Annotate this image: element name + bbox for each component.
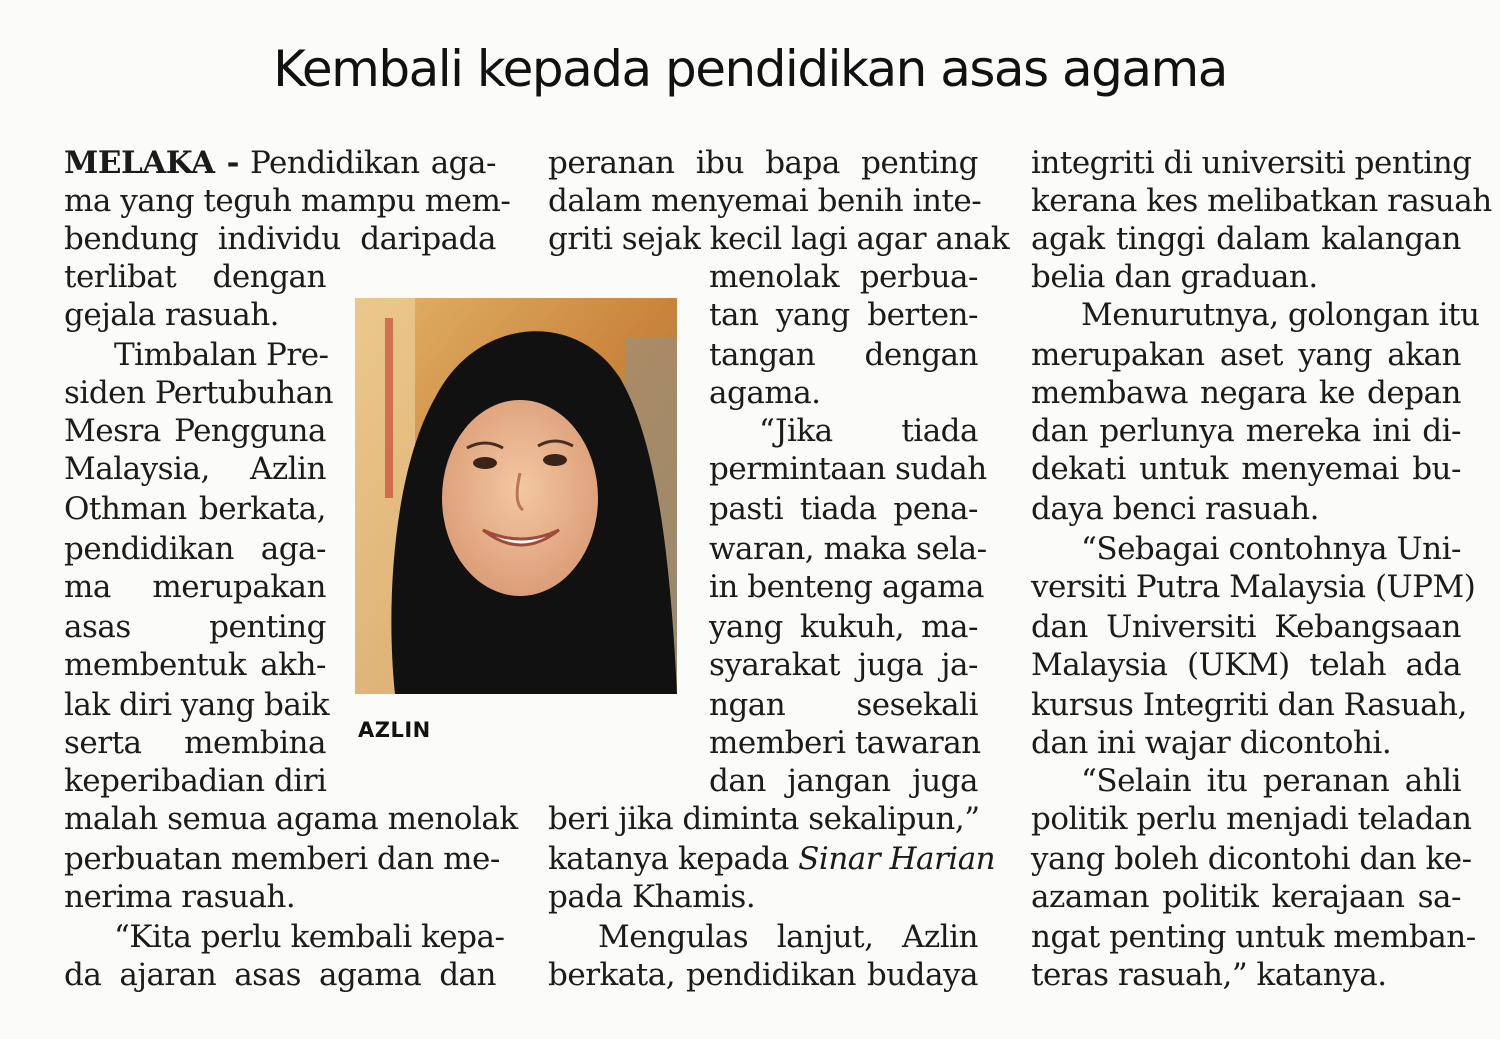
text-line: dan perlunya mereka ini di- xyxy=(1031,413,1461,449)
text-line: “Jika tiada xyxy=(759,413,978,449)
text-line: in benteng agama xyxy=(709,569,985,605)
text-line: versiti Putra Malaysia (UPM) xyxy=(1031,569,1476,605)
text-line: Othman berkata, xyxy=(64,491,326,527)
text-line: griti sejak kecil lagi agar anak xyxy=(548,221,1010,257)
text-line: asas penting xyxy=(64,609,326,645)
text-line: perbuatan memberi dan me- xyxy=(64,841,500,877)
text-line: pada Khamis. xyxy=(548,879,756,915)
text-line: teras rasuah,” katanya. xyxy=(1031,957,1387,993)
text-line: peranan ibu bapa penting xyxy=(548,145,978,181)
text-line: daya benci rasuah. xyxy=(1031,491,1319,527)
text-line: Mesra Pengguna xyxy=(64,413,326,449)
portrait-image xyxy=(355,298,677,694)
text-line: serta membina xyxy=(64,725,326,761)
text-line: azaman politik kerajaan sa- xyxy=(1031,879,1461,915)
photo-caption: AZLIN xyxy=(358,718,431,742)
text-line: ma yang teguh mampu mem- xyxy=(64,183,511,219)
text-line: dan jangan juga xyxy=(709,763,978,799)
text-line: lak diri yang baik xyxy=(64,687,330,723)
text-line: syarakat juga ja- xyxy=(709,647,978,683)
text-line: “Sebagai contohnya Uni- xyxy=(1081,531,1461,567)
text-line: membawa negara ke depan xyxy=(1031,375,1461,411)
text-line: waran, maka sela- xyxy=(709,531,987,567)
text-line: yang boleh dicontohi dan ke- xyxy=(1031,841,1472,877)
portrait-photo xyxy=(355,298,677,694)
text-line: pasti tiada pena- xyxy=(709,491,978,527)
text-line: dan Universiti Kebangsaan xyxy=(1031,609,1461,645)
text-line: pendidikan aga- xyxy=(64,531,326,567)
text-line: kursus Integriti dan Rasuah, xyxy=(1031,687,1467,723)
text-line: berkata, pendidikan budaya xyxy=(548,957,978,993)
text-line: “Kita perlu kembali kepa- xyxy=(114,919,505,955)
text-line: nerima rasuah. xyxy=(64,879,296,915)
text-line: da ajaran asas agama dan xyxy=(64,957,496,993)
text-line: dekati untuk menyemai bu- xyxy=(1031,451,1461,487)
text-line: menolak perbua- xyxy=(709,259,978,295)
text-line: politik perlu menjadi teladan xyxy=(1031,801,1472,837)
text-line: MELAKA - Pendidikan aga- xyxy=(64,145,496,181)
text-line: belia dan graduan. xyxy=(1031,259,1318,295)
text-line: tangan dengan xyxy=(709,337,978,373)
newspaper-name: Sinar Harian xyxy=(798,841,996,877)
text-line: dan ini wajar dicontohi. xyxy=(1031,725,1392,761)
text-line: terlibat dengan xyxy=(64,259,326,295)
text-line: Menurutnya, golongan itu xyxy=(1081,297,1480,333)
text-line: memberi tawaran xyxy=(709,725,981,761)
text-line: membentuk akh- xyxy=(64,647,326,683)
text-line: Timbalan Pre- xyxy=(114,337,329,373)
text-line: keperibadian diri xyxy=(64,763,327,799)
text-line: “Selain itu peranan ahli xyxy=(1081,763,1461,799)
dateline: MELAKA - xyxy=(64,145,239,181)
text-line: dalam menyemai benih inte- xyxy=(548,183,982,219)
text-line: permintaan sudah xyxy=(709,451,987,487)
text-line: ngan sesekali xyxy=(709,687,978,723)
text-line: bendung individu daripada xyxy=(64,221,496,257)
text-line: siden Pertubuhan xyxy=(64,375,334,411)
text-line: kerana kes melibatkan rasuah xyxy=(1031,183,1492,219)
text-line: agak tinggi dalam kalangan xyxy=(1031,221,1461,257)
text-line: tan yang berten- xyxy=(709,297,978,333)
headline: Kembali kepada pendidikan asas agama xyxy=(273,40,1227,98)
text-line: yang kukuh, ma- xyxy=(709,609,978,645)
text-line: Mengulas lanjut, Azlin xyxy=(598,919,978,955)
text-line: gejala rasuah. xyxy=(64,297,280,333)
text-line: merupakan aset yang akan xyxy=(1031,337,1461,373)
text-line: integriti di universiti penting xyxy=(1031,145,1472,181)
text-line: ma merupakan xyxy=(64,569,326,605)
text-line: beri jika diminta sekalipun,” xyxy=(548,801,980,837)
text-line: malah semua agama menolak xyxy=(64,801,518,837)
text-line: Malaysia, Azlin xyxy=(64,451,326,487)
text-line: Malaysia (UKM) telah ada xyxy=(1031,647,1461,683)
text-line: ngat penting untuk memban- xyxy=(1031,919,1476,955)
text-line: agama. xyxy=(709,375,821,411)
text-line: katanya kepada Sinar Harian xyxy=(548,841,996,877)
